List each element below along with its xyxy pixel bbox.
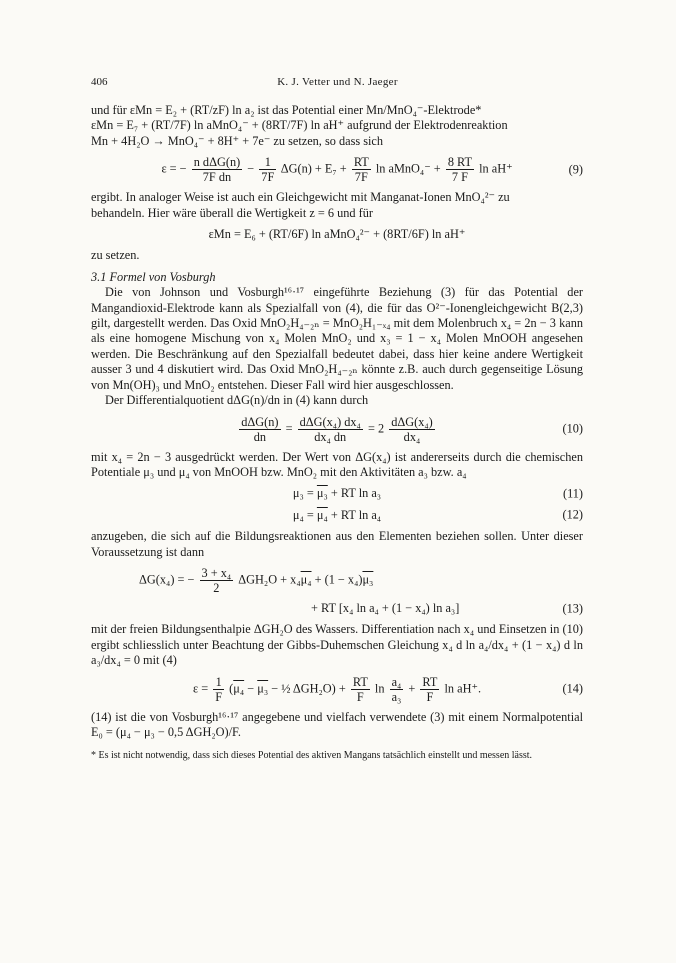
equation-number: (11): [562, 486, 583, 501]
eq12-rhs: + RT ln a₄: [327, 507, 382, 522]
eq13-bar2: μ₃: [362, 572, 374, 587]
eq9-mid1: −: [247, 161, 255, 176]
eq9-f4-num: 8 RT: [447, 155, 473, 170]
equation-number: (12): [562, 507, 583, 522]
equation-11: [91, 486, 583, 501]
paragraph-7: mit der freien Bildungsenthalpie ΔGH₂O des Wassers. Differentiation nach x₄ und Einsetzen in (10) ergibt schliesslich unter Beachtung der Gibbs-Duhemschen Gleichung x₄ d ln a₄/dx₄ + (1 − x₄) d ln a₃/dx₄ = 0 mit (4): [91, 622, 583, 668]
eq14-f3-num: a₄: [391, 674, 402, 689]
eq14-frac-2: [351, 675, 370, 704]
eq9-frac-4: [446, 155, 474, 184]
equation-number: (9): [568, 162, 583, 177]
paragraph-5: mit x₄ = 2n − 3 ausgedrückt werden. Der Wert von ΔG(x₄) ist andererseits durch die chemischen Potentiale μ₃ und μ₄ von MnOOH bzw. MnO₂ mit den Aktivitäten a₃ bzw. a₄: [91, 449, 583, 479]
eq9-f1-den: 7F dn: [202, 170, 232, 185]
paragraph-4: Der Differentialquotient dΔG(n)/dn in (4) kann durch: [105, 393, 369, 408]
para1-line3: Mn + 4H₂O → MnO₄⁻ + 8H⁺ + 7e⁻ zu setzen, so dass sich: [91, 133, 384, 148]
eq14-c: − ½ ΔGH₂O) +: [268, 680, 346, 695]
eq9-frac-2: [259, 155, 276, 184]
eq9-mid2: ΔG(n) + E₇ +: [280, 161, 347, 176]
eq12-bar: μ₄: [316, 507, 328, 522]
eq13-frac: [200, 566, 234, 595]
eq13-f-den: 2: [213, 580, 220, 595]
eq9-frac-3: [352, 155, 371, 184]
eq13-bar1: μ₄: [300, 572, 312, 587]
eq14-f1-num: 1: [213, 675, 224, 690]
zu-setzen: zu setzen.: [91, 248, 140, 263]
eq14-frac-1: [213, 675, 224, 704]
running-header: [91, 76, 584, 92]
eq9-f4-den: 7 F: [451, 170, 468, 185]
eq14-bar1: μ₄: [233, 680, 245, 695]
paragraph-1: [91, 103, 583, 149]
equation-14: [91, 675, 583, 704]
paragraph-3: Die von Johnson und Vosburgh¹⁶·¹⁷ eingeführte Beziehung (3) für das Potential der Mangandioxid-Elektrode kann als Spezialfall von (4), die für das O²⁻-Ionengleichgewicht B(2,3) gilt, dargestellt werden. Das Oxid MnO₂H₄₋₂ₙ = MnO₂H₁₋ₓ₄ mit dem Molenbruch x₄ = 2n − 3 kann als eine homogene Mischung von x₄ Molen MnO₂ und x₃ = 1 − x₄ Molen MnOOH angesehen werden. Die Beschränkung auf den Spezialfall bedeutet dabei, dass hier keine andere Wertigkeit ausser 3 und 4 diskutiert wird. Das Oxid MnO₂H₄₋₂ₙ könnte z.B. auch durch gegenseitige Lösung von Mn(OH)₃ und MnO₂ entstehen. Dieser Fall wird hier ausgeschlossen.: [91, 285, 583, 392]
equation-13-line-2: [91, 601, 583, 616]
eq9-f2-num: 1: [259, 155, 276, 170]
eq14-f2-den: F: [356, 689, 364, 704]
eq9-mid3: ln aMnO₄⁻ +: [375, 161, 441, 176]
para2-line1: ergibt. In analoger Weise ist auch ein Gleichgewicht mit Manganat-Ionen MnO₄²⁻ zu: [91, 190, 510, 205]
eq14-f3-den: a₃: [391, 689, 402, 704]
eq10-frac-3: [389, 415, 435, 444]
eq9-f2-den: 7F: [261, 170, 275, 185]
eq14-frac-4: [420, 675, 439, 704]
eq9-f1-num: n dΔG(n): [193, 155, 241, 170]
equation-mn6: εMn = E₆ + (RT/6F) ln aMnO₄²⁻ + (8RT/6F) ln aH⁺: [208, 227, 466, 242]
equation-10: [91, 415, 583, 444]
eq13-b: + (1 − x₄): [311, 572, 363, 587]
eq14-a: (: [229, 680, 234, 695]
eq10-eq1: =: [285, 420, 293, 435]
eq10-frac-1: [239, 415, 280, 444]
paragraph-2: [91, 190, 583, 221]
eq13-lhs: ΔG(x₄) = −: [139, 572, 195, 587]
eq10-f3-den: dx₄: [403, 429, 421, 444]
eq10-f2-den: dx₄ dn: [314, 429, 347, 444]
paragraph-8: (14) ist die von Vosburgh¹⁶·¹⁷ angegebene und vielfach verwendete (3) mit einem Normalpotential E₀ = (μ₄ − μ₃ − 0,5 ΔGH₂O)/F.: [91, 709, 583, 739]
eq11-lhs: μ₃ =: [292, 486, 317, 501]
section-heading: [91, 270, 583, 285]
equation-12: [91, 508, 583, 523]
eq13-f-num: 3 + x₄: [201, 565, 232, 580]
eq9-f3-den: 7F: [354, 170, 368, 185]
eq14-f1-den: F: [215, 689, 223, 704]
eq10-f3-num: dΔG(x₄): [391, 414, 433, 429]
equation-13-line-1: [91, 566, 583, 595]
eq10-f1-num: dΔG(n): [241, 414, 279, 429]
eq9-lhs: ε = −: [161, 161, 187, 176]
eq14-f4-den: F: [426, 689, 434, 704]
para1-line2: εMn = E₇ + (RT/7F) ln aMnO₄⁻ + (8RT/7F) ln aH⁺ aufgrund der Elektrodenreaktion: [91, 118, 508, 133]
eq10-eq2: = 2: [367, 420, 385, 435]
equation-number: (14): [562, 681, 583, 696]
footnote: * Es ist nicht notwendig, dass sich dieses Potential des aktiven Mangans tatsächlich einstellt und messen lässt.: [91, 750, 533, 762]
eq9-f3-num: RT: [353, 155, 369, 170]
page-number: 406: [91, 76, 108, 88]
eq10-f2-num: dΔG(x₄) dx₄: [299, 414, 361, 429]
eq14-b: −: [244, 680, 258, 695]
eq14-f2-num: RT: [352, 674, 368, 689]
para2-line2: behandeln. Hier wäre überall die Wertigkeit z = 6 und für: [91, 205, 373, 220]
eq14-bar2: μ₃: [257, 680, 269, 695]
eq14-f4-num: RT: [422, 674, 438, 689]
eq10-f1-den: dn: [253, 429, 267, 444]
eq14-frac-3: [390, 675, 404, 704]
paragraph-6: anzugeben, die sich auf die Bildungsreaktionen aus den Elementen beziehen sollen. Unter dieser Voraussetzung ist dann: [91, 529, 583, 559]
eq12-lhs: μ₄ =: [292, 507, 317, 522]
equation-number: (10): [562, 421, 583, 436]
eq14-d: ln: [374, 680, 385, 695]
section-title: 3.1 Formel von Vosburgh: [91, 269, 216, 284]
running-title: K. J. Vetter und N. Jaeger: [277, 76, 398, 88]
equation-9: [91, 155, 583, 184]
eq14-e: +: [408, 680, 416, 695]
eq10-frac-2: [298, 415, 363, 444]
eq13-line2: + RT [x₄ ln a₄ + (1 − x₄) ln a₃]: [311, 600, 460, 615]
eq11-bar: μ₃: [316, 486, 328, 501]
eq14-tail: ln aH⁺.: [444, 680, 482, 695]
equation-number: (13): [562, 600, 583, 615]
eq11-rhs: + RT ln a₃: [327, 486, 382, 501]
page-body: [91, 103, 583, 763]
eq9-tail: ln aH⁺: [479, 161, 513, 176]
eq14-lhs: ε =: [192, 680, 209, 695]
para1-line1: und für εMn = E₂ + (RT/zF) ln a₂ ist das Potential einer Mn/MnO₄⁻-Elektrode*: [91, 103, 482, 117]
eq9-frac-1: [192, 155, 243, 184]
eq13-a: ΔGH₂O + x₄: [238, 572, 301, 587]
